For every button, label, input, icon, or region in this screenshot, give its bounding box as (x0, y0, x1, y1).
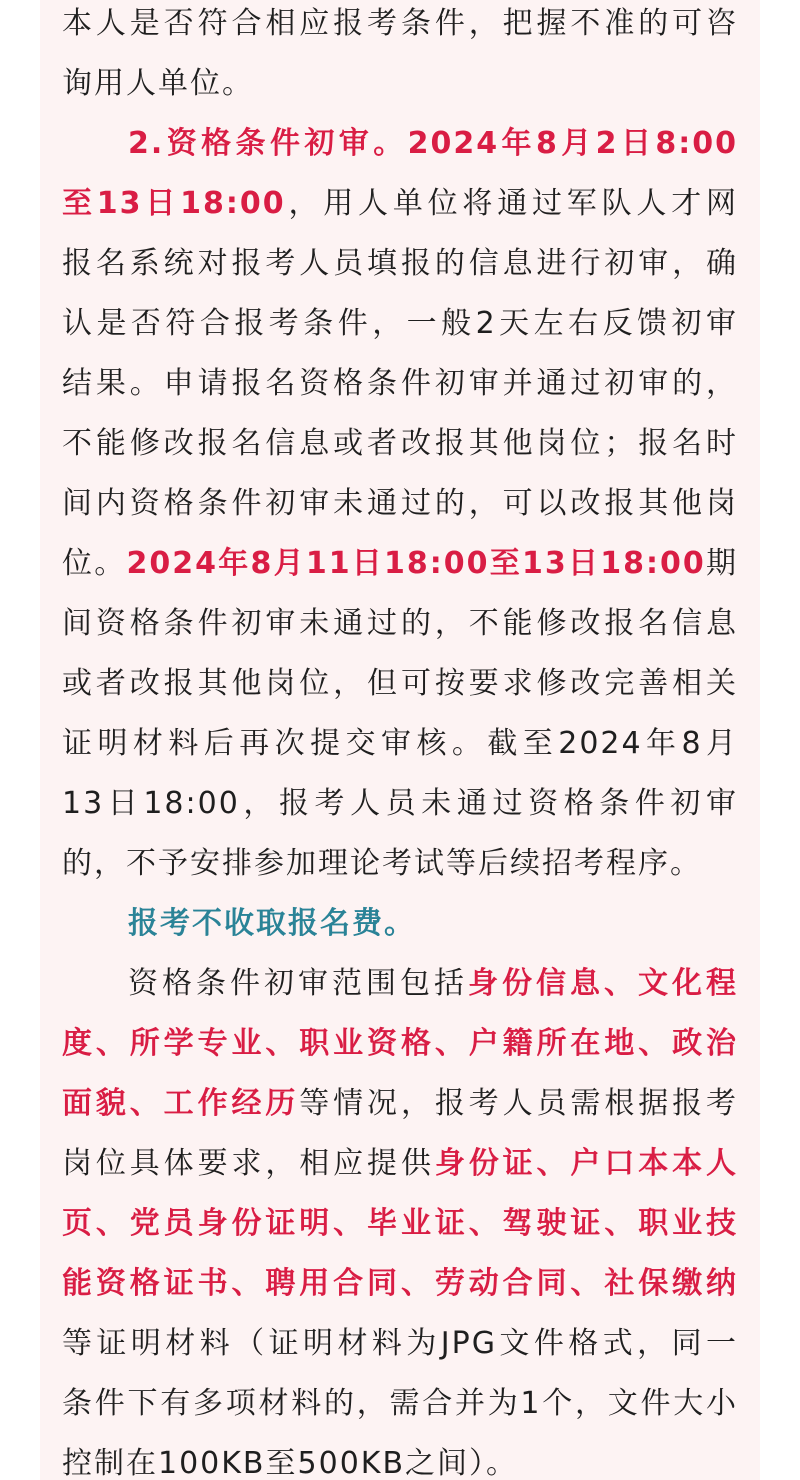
body-text: 证明材料后再次提交审核。截至2024年8月 (62, 726, 738, 761)
text-line (62, 654, 738, 714)
text-line (62, 1134, 738, 1194)
body-text: 本人是否符合相应报考条件，把握不准的可咨 (62, 6, 738, 41)
body-text: 等情况，报考人员需根据报考 (299, 1086, 739, 1121)
body-text: 间资格条件初审未通过的，不能修改报名信息 (62, 606, 738, 641)
text-line (62, 834, 702, 894)
text-line (62, 1374, 738, 1434)
text-line (62, 414, 738, 474)
body-text: 结果。申请报名资格条件初审并通过初审的， (62, 366, 738, 401)
text-line (62, 54, 254, 114)
body-text: 不能修改报名信息或者改报其他岗位；报名时 (62, 426, 738, 461)
body-text: 报名系统对报考人员填报的信息进行初审，确 (62, 246, 738, 281)
body-text: 等证明材料（证明材料为JPG文件格式，同一 (62, 1326, 738, 1361)
text-line (62, 774, 738, 834)
body-text: 13日18:00，报考人员未通过资格条件初审 (62, 786, 738, 821)
body-text: 岗位具体要求，相应提供 (62, 1146, 435, 1181)
text-line (62, 114, 738, 174)
body-text: 条件下有多项材料的，需合并为1个，文件大小 (62, 1386, 738, 1421)
text-line (62, 954, 738, 1014)
text-line (62, 534, 738, 594)
text-line (62, 594, 738, 654)
highlight-text: 至13日18:00 (62, 186, 286, 221)
highlight-text: 2.资格条件初审。2024年8月2日8:00 (128, 126, 738, 161)
text-line (62, 0, 738, 54)
body-text: 或者改报其他岗位，但可按要求修改完善相关 (62, 666, 738, 701)
note-text: 报考不收取报名费。 (128, 906, 416, 941)
text-line (62, 294, 738, 354)
highlight-text: 页、党员身份证明、毕业证、驾驶证、职业技 (62, 1206, 738, 1241)
text-line (62, 714, 738, 774)
text-line (62, 1074, 738, 1134)
text-line (62, 894, 416, 954)
body-text: 控制在100KB至500KB之间）。 (62, 1446, 519, 1480)
body-text: 间内资格条件初审未通过的，可以改报其他岗 (62, 486, 738, 521)
text-line (62, 234, 738, 294)
text-line (62, 474, 738, 534)
body-text: 认是否符合报考条件，一般2天左右反馈初审 (62, 306, 738, 341)
highlight-text: 2024年8月11日18:00至13日18:00 (126, 546, 706, 581)
text-line (62, 174, 738, 234)
highlight-text: 身份证、户口本本人 (434, 1146, 739, 1181)
body-text: 的，不予安排参加理论考试等后续招考程序。 (62, 846, 702, 881)
body-text: 询用人单位。 (62, 66, 254, 101)
body-text: ，用人单位将通过军队人才网 (285, 186, 738, 221)
body-text: 位。 (62, 546, 127, 581)
highlight-text: 面貌、工作经历 (62, 1086, 300, 1121)
text-line (62, 1314, 738, 1374)
text-line (62, 1254, 738, 1314)
text-line (62, 1014, 738, 1074)
text-line (62, 1434, 518, 1480)
highlight-text: 身份信息、文化程 (468, 966, 738, 1001)
highlight-text: 度、所学专业、职业资格、户籍所在地、政治 (62, 1026, 738, 1061)
text-line (62, 354, 738, 414)
highlight-text: 能资格证书、聘用合同、劳动合同、社保缴纳 (62, 1266, 738, 1301)
body-text: 资格条件初审范围包括 (128, 966, 468, 1001)
text-line (62, 1194, 738, 1254)
body-text: 期 (705, 546, 739, 581)
